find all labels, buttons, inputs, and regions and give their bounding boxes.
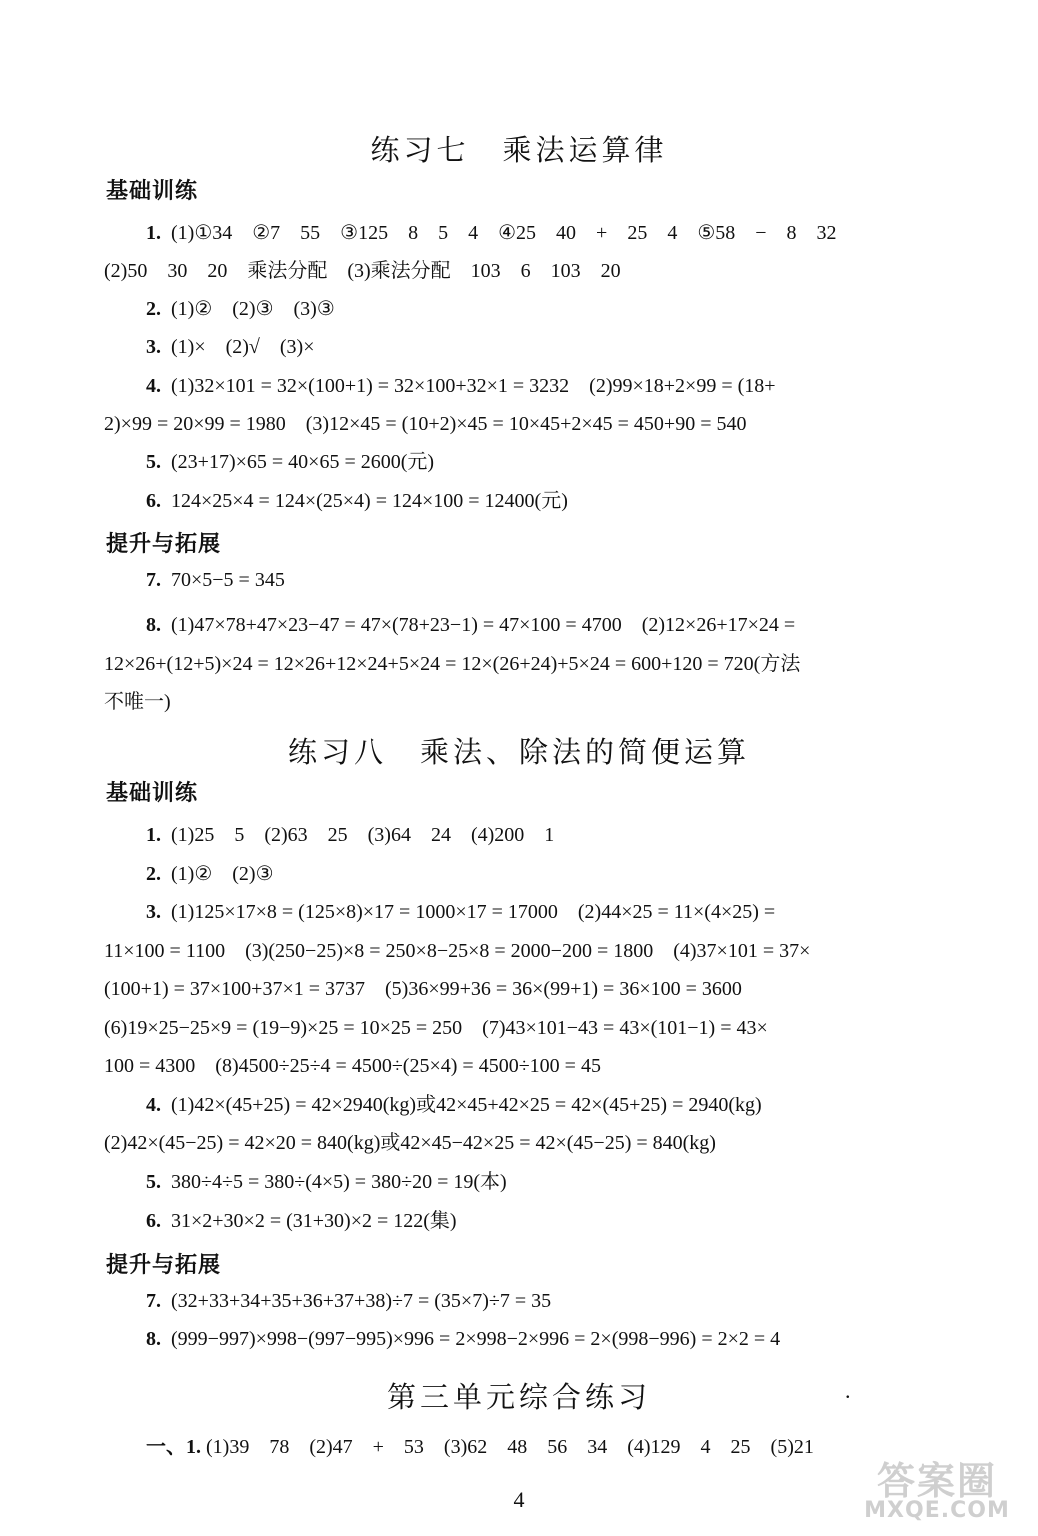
s8-q4-line1 — [146, 1088, 762, 1117]
s7-q2 — [146, 292, 335, 321]
s8-q6-text: 31×2+30×2 = (31+30)×2 = 122(集) — [171, 1210, 457, 1232]
watermark-line1: 答案圈 — [876, 1459, 997, 1503]
page-number: 4 — [513, 1487, 525, 1512]
s7-q8-line1 — [146, 608, 795, 637]
s7-q6-text: 124×25×4 = 124×(25×4) = 124×100 = 12400(元) — [171, 490, 568, 512]
s8-q8-number: 8. — [146, 1328, 161, 1350]
s7-q4-line2: 2)×99 = 20×99 = 1980 (3)12×45 = (10+2)×45 = 10×45+2×45 = 450+90 = 540 — [104, 413, 747, 435]
s8-q3-line4: (6)19×25−25×9 = (19−9)×25 = 10×25 = 250 (7)43×101−43 = 43×(101−1) = 43× — [104, 1017, 768, 1039]
s8-q3-line2: 11×100 = 1100 (3)(250−25)×8 = 250×8−25×8 = 2000−200 = 1800 (4)37×101 = 37× — [104, 940, 811, 962]
s8-q6-number: 6. — [146, 1210, 161, 1232]
s7-q7 — [146, 569, 285, 592]
s7-q8-number: 8. — [146, 614, 161, 636]
unit3-title: 第三单元综合练习 — [386, 1382, 651, 1414]
s7-q7-text: 70×5−5 = 345 — [171, 569, 285, 591]
s8-q1 — [146, 818, 554, 847]
s8-q3-text: (1)125×17×8 = (125×8)×17 = 1000×17 = 17000 (2)44×25 = 11×(4×25) = — [171, 901, 776, 923]
watermark-line2: MXQE.COM — [864, 1498, 1010, 1523]
s8-q7-number: 7. — [146, 1290, 161, 1312]
unit3-q1-number: 一、1. — [146, 1436, 201, 1458]
s7-q6-number: 6. — [146, 490, 161, 512]
s7-q3 — [146, 330, 315, 359]
s7-q4-number: 4. — [146, 375, 161, 397]
s8-q3-line1 — [146, 895, 775, 924]
s7-q2-text: (1)② (2)③ (3)③ — [171, 298, 335, 320]
section8-basic-heading: 基础训练 — [106, 781, 199, 806]
unit3-q1-text: (1)39 78 (2)47 + 53 (3)62 48 56 34 (4)129 4 25 (5)21 — [206, 1436, 814, 1458]
s7-q7-number: 7. — [146, 569, 161, 591]
s8-q7 — [146, 1290, 551, 1313]
stray-dot: . — [845, 1378, 851, 1403]
s8-q8-text: (999−997)×998−(997−995)×996 = 2×998−2×996 = 2×(998−996) = 2×2 = 4 — [171, 1328, 781, 1350]
s8-q7-text: (32+33+34+35+36+37+38)÷7 = (35×7)÷7 = 35 — [171, 1290, 552, 1312]
s8-q6 — [146, 1204, 457, 1233]
s7-q6 — [146, 484, 568, 513]
section8-ext-heading: 提升与拓展 — [106, 1253, 222, 1278]
s7-q5 — [146, 445, 434, 474]
s8-q5-number: 5. — [146, 1171, 161, 1193]
section7-title: 练习七 乘法运算律 — [370, 135, 668, 167]
s7-q4-line1 — [146, 369, 776, 398]
s7-q3-text: (1)× (2)√ (3)× — [171, 336, 315, 358]
s7-q1-line2: (2)50 30 20 乘法分配 (3)乘法分配 103 6 103 20 — [104, 260, 621, 282]
section7-basic-heading: 基础训练 — [106, 179, 199, 204]
s8-q3-line3: (100+1) = 37×100+37×1 = 3737 (5)36×99+36 = 36×(99+1) = 36×100 = 3600 — [104, 978, 742, 1000]
s7-q1-text: (1)①34 ②7 55 ③125 8 5 4 ④25 40 + 25 4 ⑤58 − 8 32 — [171, 222, 837, 244]
s8-q2-text: (1)② (2)③ — [171, 863, 274, 885]
section7-ext-heading: 提升与拓展 — [106, 532, 222, 557]
s7-q8-line3: 不唯一) — [104, 691, 171, 713]
s8-q1-text: (1)25 5 (2)63 25 (3)64 24 (4)200 1 — [171, 824, 555, 846]
s8-q3-line5: 100 = 4300 (8)4500÷25÷4 = 4500÷(25×4) = 4500÷100 = 45 — [104, 1055, 601, 1077]
watermark-logo — [842, 1459, 1032, 1532]
s8-q2 — [146, 857, 274, 886]
s7-q8-text: (1)47×78+47×23−47 = 47×(78+23−1) = 47×100 = 4700 (2)12×26+17×24 = — [171, 614, 796, 636]
s7-q8-line2: 12×26+(12+5)×24 = 12×26+12×24+5×24 = 12×(26+24)+5×24 = 600+120 = 720(方法 — [104, 653, 801, 675]
s8-q1-number: 1. — [146, 824, 161, 846]
s8-q3-number: 3. — [146, 901, 161, 923]
s7-q5-number: 5. — [146, 451, 161, 473]
s8-q4-number: 4. — [146, 1094, 161, 1116]
s8-q5 — [146, 1165, 507, 1194]
section8-title: 练习八 乘法、除法的简便运算 — [287, 737, 750, 769]
s7-q2-number: 2. — [146, 298, 161, 320]
s7-q4-text: (1)32×101 = 32×(100+1) = 32×100+32×1 = 3232 (2)99×18+2×99 = (18+ — [171, 375, 776, 397]
unit3-q1 — [146, 1430, 814, 1459]
s8-q2-number: 2. — [146, 863, 161, 885]
s8-q5-text: 380÷4÷5 = 380÷(4×5) = 380÷20 = 19(本) — [171, 1171, 507, 1193]
s7-q3-number: 3. — [146, 336, 161, 358]
s8-q4-line2: (2)42×(45−25) = 42×20 = 840(kg)或42×45−42×25 = 42×(45−25) = 840(kg) — [104, 1132, 716, 1154]
s8-q4-text: (1)42×(45+25) = 42×2940(kg)或42×45+42×25 = 42×(45+25) = 2940(kg) — [171, 1094, 762, 1116]
s8-q8 — [146, 1328, 780, 1351]
s7-q5-text: (23+17)×65 = 40×65 = 2600(元) — [171, 451, 435, 473]
s7-q1-line1 — [146, 216, 837, 245]
s7-q1-number: 1. — [146, 222, 161, 244]
